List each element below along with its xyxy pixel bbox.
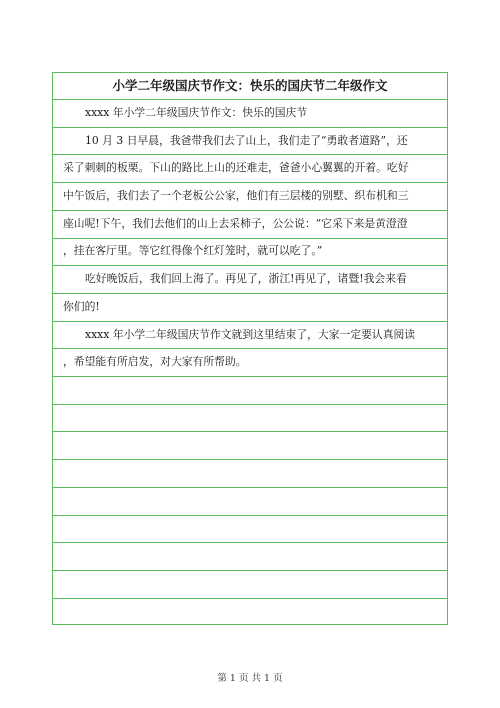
essay-line: 座山呢!下午，我们去他们的山上去采柿子，公公说：“它采下来是黄澄澄 (63, 216, 408, 230)
essay-line: xxxx 年小学二年级国庆节作文：快乐的国庆节 (85, 106, 308, 119)
grid-rule (53, 542, 447, 543)
essay-body (53, 99, 447, 376)
essay-line: ，挂在客厅里。等它红得像个红灯笼时，就可以吃了。” (63, 244, 323, 258)
grid-rule (53, 515, 447, 516)
essay-line: 采了刺刺的板栗。下山的路比上山的还难走，爸爸小心翼翼的开着。吃好 (63, 161, 409, 175)
essay-title: 小学二年级国庆节作文：快乐的国庆节二年级作文 (53, 73, 447, 100)
grid-rule (53, 431, 447, 432)
essay-line: xxxx 年小学二年级国庆节作文就到这里结束了，大家一定要认真阅读 (85, 327, 416, 341)
page-number: 第 1 页 共 1 页 (217, 673, 283, 684)
essay-line: 你们的! (63, 299, 100, 313)
essay-line: ，希望能有所启发，对大家有所帮助。 (63, 355, 247, 369)
grid-rule (53, 487, 447, 488)
essay-line: 10 月 3 日早晨，我爸带我们去了山上，我们走了“勇敢者道路”，还 (85, 133, 408, 147)
essay-line: 中午饭后，我们去了一个老板公公家，他们有三层楼的别墅、织布机和三 (63, 189, 409, 203)
grid-rule (53, 404, 447, 405)
grid-rule (53, 376, 447, 377)
essay-sheet (52, 72, 448, 625)
grid-rule (53, 570, 447, 571)
essay-line: 吃好晚饭后，我们回上海了。再见了，浙江!再见了，诸暨!我会来看 (85, 272, 407, 286)
grid-rule (53, 598, 447, 599)
grid-rule (53, 459, 447, 460)
